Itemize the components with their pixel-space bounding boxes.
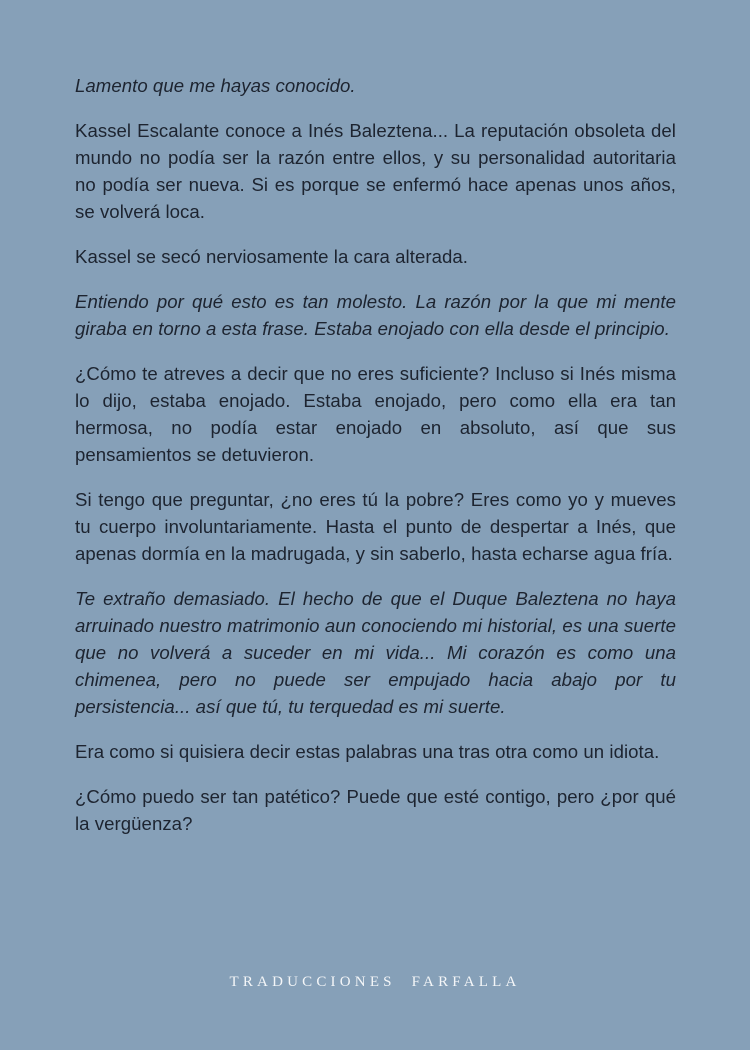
- page-body: [75, 72, 676, 855]
- paragraph: Lamento que me hayas conocido.: [75, 75, 356, 96]
- paragraph: Kassel Escalante conoce a Inés Baleztena... La reputación obsoleta del mundo no podía ser la razón entre ellos, y su personalidad autoritaria no podía ser nueva. Si es porque se enfermó hace apenas unos años, se volverá loca.: [75, 120, 676, 222]
- paragraph: ¿Cómo puedo ser tan patético? Puede que esté contigo, pero ¿por qué la vergüenza?: [75, 786, 676, 834]
- paragraph: Si tengo que preguntar, ¿no eres tú la pobre? Eres como yo y mueves tu cuerpo involuntariamente. Hasta el punto de despertar a Inés, que apenas dormía en la madrugada, y sin saberlo, hasta echarse agua fría.: [75, 489, 676, 564]
- paragraph: ¿Cómo te atreves a decir que no eres suficiente? Incluso si Inés misma lo dijo, estaba enojado. Estaba enojado, pero como ella era tan hermosa, no podía estar enojado en absoluto, así que sus pensamientos se detuvieron.: [75, 363, 676, 465]
- paragraph: Te extraño demasiado. El hecho de que el Duque Baleztena no haya arruinado nuestro matrimonio aun conociendo mi historial, es una suerte que no volverá a suceder en mi vida... Mi corazón es como una chimenea, pero no puede ser empujado hacia abajo por tu persistencia... así que tú, tu terquedad es mi suerte.: [75, 588, 676, 717]
- footer-credit: TRADUCCIONES FARFALLA: [229, 974, 521, 990]
- paragraph: Era como si quisiera decir estas palabras una tras otra como un idiota.: [75, 741, 660, 762]
- paragraph: Entiendo por qué esto es tan molesto. La razón por la que mi mente giraba en torno a esta frase. Estaba enojado con ella desde el principio.: [75, 291, 676, 339]
- paragraph: Kassel se secó nerviosamente la cara alterada.: [75, 246, 468, 267]
